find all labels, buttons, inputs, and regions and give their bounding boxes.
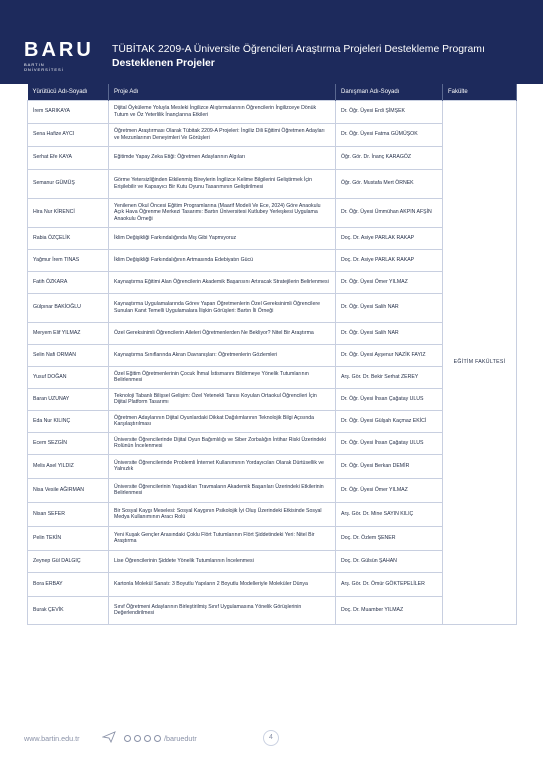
student-name: Yusuf DOĞAN [28, 366, 109, 388]
column-header-faculty: Fakülte [443, 84, 517, 100]
footer-website[interactable]: www.bartin.edu.tr [24, 734, 80, 743]
project-title: Sınıf Öğretmeni Adaylarının Birleştirilmiş Sınıf Uygulamasına Yönelik Görüşlerinin Değerlendirilmesi [109, 596, 336, 624]
project-title: Kaynaştırma Uygulamalarında Görev Yapan Öğretmenlerin Özel Gereksinimli Öğrencilere Sunulan Kanıt Temelli Uygulamalara İlişkin Görüşleri: Bartın İli Örneği [109, 293, 336, 322]
student-name: Nisa Vesile AĞIRMAN [28, 478, 109, 502]
project-title: Üniversite Öğrencilerinde Dijital Oyun Bağımlılığı ve Siber Zorbalığın İntihar Riski Üzerindeki Rolünün İncelenmesi [109, 432, 336, 454]
table-body [28, 100, 517, 624]
student-name: Nisan SEFER [28, 502, 109, 526]
logo-text: BARU [24, 39, 94, 61]
project-title: Teknoloji Tabanlı Bilişsel Gelişim: Özel Yetenekli Tanısı Koyulan Ortaokul Öğrencileri İçin Dijital Platform Tasarımı [109, 388, 336, 410]
project-title: Bir Sosyal Kaygı Meselesi: Sosyal Kaygının Psikolojik İyi Oluş Üzerindeki Etkisinde Sosyal Medya Kullanımının Aracı Rolü [109, 502, 336, 526]
logo-subtext: BARTIN ÜNİVERSİTESİ [24, 62, 64, 72]
page-header [0, 0, 543, 84]
column-header-advisor: Danışman Adı-Soyadı [336, 84, 443, 100]
social-handle: /baruedutr [164, 734, 197, 743]
student-name: Hira Nur KİRENCİ [28, 198, 109, 227]
advisor-name: Dr. Öğr. Üyesi Gülşah Kaçmaz EKİCİ [336, 410, 443, 432]
project-title: Öğretmen Adaylarının Dijital Oyunlardaki Dikkat Dağılımlarının Teknolojik Bilgi Açısında Karşılaştırılması [109, 410, 336, 432]
student-name: Sena Hafize AYCI [28, 123, 109, 146]
university-logo [24, 39, 94, 72]
advisor-name: Arş. Gör. Dr. Ömür GÖKTEPELİLER [336, 572, 443, 596]
faculty-cell: EĞİTİM FAKÜLTESİ [443, 100, 517, 624]
advisor-name: Öğr. Gör. Mustafa Mert ÖRNEK [336, 169, 443, 198]
advisor-name: Doç. Dr. Asiye PARLAK RAKAP [336, 249, 443, 271]
document-title: TÜBİTAK 2209-A Üniversite Öğrencileri Araştırma Projeleri Destekleme Programı [112, 44, 485, 55]
advisor-name: Doç. Dr. Muamber YILMAZ [336, 596, 443, 624]
column-header-project: Proje Adı [109, 84, 336, 100]
advisor-name: Doç. Dr. Asiye PARLAK RAKAP [336, 227, 443, 249]
student-name: Eda Nur KILINÇ [28, 410, 109, 432]
advisor-name: Dr. Öğr. Üyesi Fatma GÜMÜŞOK [336, 123, 443, 146]
student-name: Meryem Elif YILMAZ [28, 322, 109, 344]
projects-table [27, 84, 517, 625]
table-row [28, 100, 517, 123]
student-name: Ecem SEZGİN [28, 432, 109, 454]
send-arrow-icon [102, 731, 116, 743]
student-name: Burak ÇEVİK [28, 596, 109, 624]
facebook-icon [124, 735, 131, 742]
advisor-name: Dr. Öğr. Üyesi Berkan DEMİR [336, 454, 443, 478]
student-name: Selin Nafi ORMAN [28, 344, 109, 366]
advisor-name: Dr. Öğr. Üyesi Ömer YILMAZ [336, 271, 443, 293]
footer-social[interactable] [124, 734, 197, 743]
student-name: Gülpınar BAKİOĞLU [28, 293, 109, 322]
advisor-name: Öğr. Gör. Dr. İnanç KARAGÖZ [336, 146, 443, 169]
project-title: Kaynaştırma Eğitimi Alan Öğrencilerin Akademik Başarısını Artıracak Stratejilerin Belirlenmesi [109, 271, 336, 293]
advisor-name: Dr. Öğr. Üyesi Erdi ŞİMŞEK [336, 100, 443, 123]
student-name: Serhat Efe KAYA [28, 146, 109, 169]
project-title: Eğitimde Yapay Zeka Etiği: Öğretmen Adaylarının Algıları [109, 146, 336, 169]
advisor-name: Dr. Öğr. Üyesi İhsan Çağatay ULUS [336, 388, 443, 410]
x-icon [144, 735, 151, 742]
advisor-name: Doç. Dr. Gülsün ŞAHAN [336, 550, 443, 572]
project-title: İklim Değişikliği Farkındalığının Artmasında Edebiyatın Gücü [109, 249, 336, 271]
project-title: Kartonla Molekül Sanatı: 3 Boyutlu Yapıların 2 Boyutlu Modelleriyle Moleküler Dünya [109, 572, 336, 596]
advisor-name: Doç. Dr. Özlem ŞENER [336, 526, 443, 550]
project-title: Özel Eğitim Öğretmenlerinin Çocuk İhmal İstismarını Bildirmeye Yönelik Tutumlarının Belirlenmesi [109, 366, 336, 388]
table-header-row [28, 84, 517, 100]
project-title: Üniversite Öğrencilerinin Yaşadıkları Travmaların Akademik Başarıları Üzerindeki Etkilerinin Belirlenmesi [109, 478, 336, 502]
student-name: Rabia ÖZÇELİK [28, 227, 109, 249]
student-name: Melis Asel YILDIZ [28, 454, 109, 478]
advisor-name: Dr. Öğr. Üyesi Ümmühan AKPIN AFŞİN [336, 198, 443, 227]
student-name: Semanur GÜMÜŞ [28, 169, 109, 198]
project-title: Üniversite Öğrencilerinde Problemli İnternet Kullanımının Yordayıcıları Olarak Dürtüsellik ve Yalnızlık [109, 454, 336, 478]
project-title: İklim Değişikliği Farkındalığında Mış Gibi Yapmıyoruz [109, 227, 336, 249]
student-name: Fatih ÖZKARA [28, 271, 109, 293]
student-name: Bora ERBAY [28, 572, 109, 596]
page-number: 4 [263, 730, 279, 746]
student-name: Pelin TEKİN [28, 526, 109, 550]
project-title: Yenilenen Okul Öncesi Eğitim Programlarına (Maarif Modeli Ve Ece, 2024) Göre Anaokulu Açık Hava Öğrenme Merkezi Tasarımı: Bartın Üniversitesi Kutlubey Yerleşkesi Uygulama Anaokulu Örneği [109, 198, 336, 227]
project-title: Lise Öğrencilerinin Şiddete Yönelik Tutumlarının İncelenmesi [109, 550, 336, 572]
advisor-name: Arş. Gör. Dr. Mine SAYIN KILIÇ [336, 502, 443, 526]
advisor-name: Dr. Öğr. Üyesi Ömer YILMAZ [336, 478, 443, 502]
advisor-name: Dr. Öğr. Üyesi Salih NAR [336, 293, 443, 322]
student-name: Baran UZUNAY [28, 388, 109, 410]
project-title: Görme Yetersizliğinden Etkilenmiş Bireylerin İngilizce Kelime Bilgilerini Geliştirmek İçin Erişilebilir ve Kapsayıcı Bir Kutu Oyunu Tasarımının Geliştirilmesi [109, 169, 336, 198]
project-title: Öğretmen Araştırması Olarak Tübitak 2209-A Projeleri: İngiliz Dili Eğitimi Öğretmen Adayları ve Mezunlarının Deneyimleri Ve Görüşleri [109, 123, 336, 146]
document-subtitle: Desteklenen Projeler [112, 58, 215, 69]
instagram-icon [134, 735, 141, 742]
advisor-name: Dr. Öğr. Üyesi Salih NAR [336, 322, 443, 344]
student-name: Zeynep Gül DALGIÇ [28, 550, 109, 572]
project-title: Özel Gereksinimli Öğrencilerin Aileleri Öğretmenlerden Ne Bekliyor? Nitel Bir Araştırma [109, 322, 336, 344]
advisor-name: Arş. Gör. Dr. Bekir Serhat ZEREY [336, 366, 443, 388]
advisor-name: Dr. Öğr. Üyesi Ayşenur NAZİK FAYIZ [336, 344, 443, 366]
project-title: Yeni Kuşak Gençler Arasındaki Çoklu Flört Tutumlarının Flört Şiddetindeki Yeri: Nitel Bir Araştırma [109, 526, 336, 550]
advisor-name: Dr. Öğr. Üyesi İhsan Çağatay ULUS [336, 432, 443, 454]
student-name: Yağmur İrem TINAS [28, 249, 109, 271]
youtube-icon [154, 735, 161, 742]
column-header-student: Yürütücü Adı-Soyadı [28, 84, 109, 100]
project-title: Dijital Öyküleme Yoluyla Mesleki İngilizce Alıştırmalarının Öğrencilerin İngilizceye Dönük Tutum ve Öz Yeterlilik İnançlarına Etkileri [109, 100, 336, 123]
student-name: İrem SARIKAYA [28, 100, 109, 123]
project-title: Kaynaştırma Sınıflarında Akran Davranışları: Öğretmenlerin Gözlemleri [109, 344, 336, 366]
